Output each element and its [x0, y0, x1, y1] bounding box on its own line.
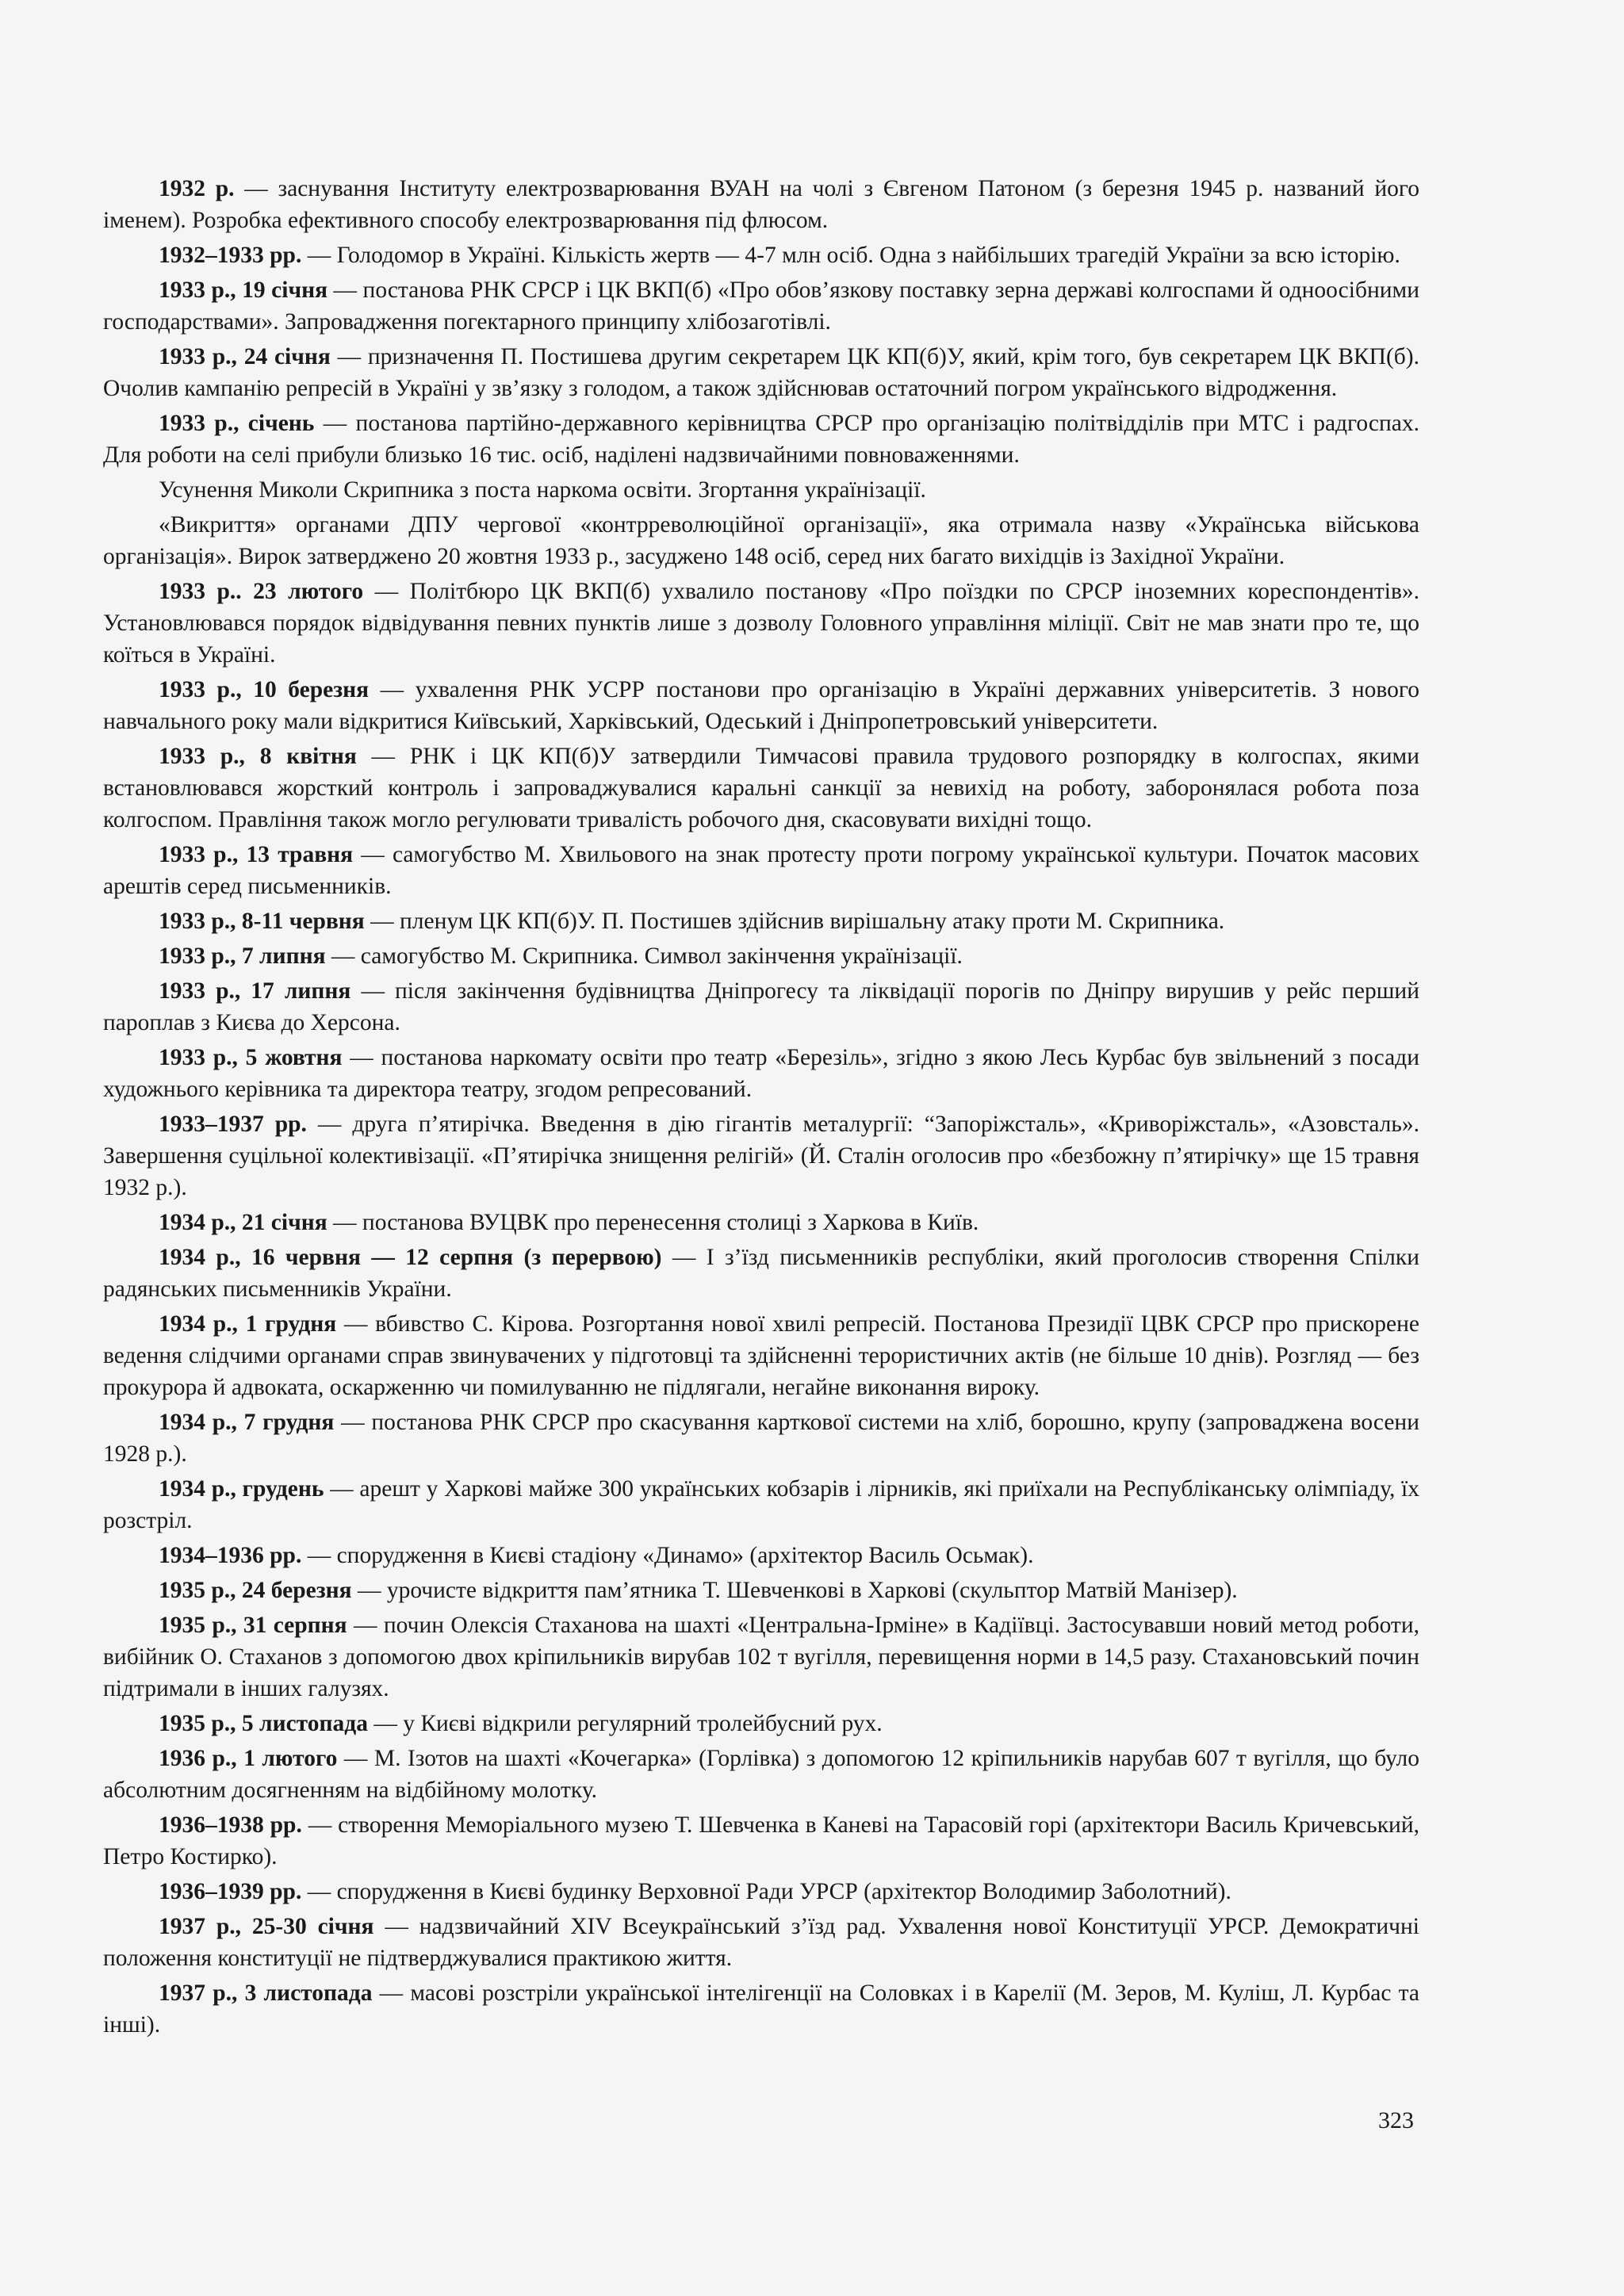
entry-date: 1932–1933 рр.	[159, 243, 302, 268]
entry-date: 1934 р., 16 червня — 12 серпня (з перервою)	[159, 1245, 662, 1270]
entry-date: 1934–1936 рр.	[159, 1543, 302, 1568]
entry-date: 1933 р.. 23 лютого	[159, 579, 364, 604]
entry-text: — почин Олексія Стаханова на шахті «Центральна-Ірміне» в Кадіївці. Застосувавши новий метод роботи, вибійник О. Стаханов з допомогою двох кріпильників вирубав 102 т вугілля, перевищення норми в 14,5 разу. Стахановський почин підтримали в інших галузях.	[103, 1613, 1419, 1701]
entry-text: — створення Меморіального музею Т. Шевченка в Каневі на Тарасовій горі (архітектори Василь Кричевський, Петро Костирко).	[103, 1812, 1419, 1869]
chronology-entry	[103, 509, 1419, 572]
chronology-entry	[103, 1207, 1419, 1238]
entry-date: 1934 р., 21 січня	[159, 1210, 327, 1235]
entry-text: — ухвалення РНК УСРР постанови про організацію в Україні державних університетів. З нового навчального року мали відкритися Київський, Харківський, Одеський і Дніпропетровський університети.	[103, 677, 1419, 734]
chronology-entry	[103, 1042, 1419, 1105]
entry-text: — спорудження в Києві будинку Верховної Ради УРСР (архітектор Володимир Заболотний).	[301, 1879, 1231, 1904]
entry-text: — самогубство М. Хвильового на знак протесту проти погрому української культури. Початок масових арештів серед письменників.	[103, 842, 1419, 899]
entry-date: 1936–1939 рр.	[159, 1879, 302, 1904]
entry-text: — постанова ВУЦВК про перенесення столиці з Харкова в Київ.	[327, 1210, 979, 1235]
chronology-entry	[103, 576, 1419, 671]
entry-date: 1936 р., 1 лютого	[159, 1746, 338, 1771]
entry-text: — друга п’ятирічка. Введення в дію гігантів металургії: “Запоріжсталь», «Криворіжсталь», «Азовсталь». Завершення суцільної колективізації. «П’ятирічка знищення релігій» (Й. Сталін оголосив про «безбожну п’ятирічку» ще 15 травня 1932 р.).	[103, 1112, 1419, 1200]
entry-date: 1933 р., 13 травня	[159, 842, 354, 867]
entry-text: — самогубство М. Скрипника. Символ закінчення українізації.	[325, 943, 963, 969]
chronology-entry	[103, 975, 1419, 1039]
chronology-entry	[103, 1308, 1419, 1403]
chronology-entry	[103, 1876, 1419, 1908]
chronology-entry	[103, 940, 1419, 972]
entry-date: 1933 р., 10 березня	[159, 677, 370, 702]
entry-date: 1936–1938 рр.	[159, 1812, 302, 1838]
page-number: 323	[1378, 2107, 1414, 2133]
entry-text: — масові розстріли української інтелігенції на Соловках і в Карелії (М. Зеров, М. Куліш, Л. Курбас та інші).	[103, 1980, 1419, 2038]
chronology-entry	[103, 408, 1419, 471]
entry-date: 1935 р., 5 листопада	[159, 1711, 368, 1736]
chronology-entry	[103, 1406, 1419, 1470]
chronology-entry	[103, 1575, 1419, 1606]
entry-text: — урочисте відкриття пам’ятника Т. Шевченкові в Харкові (скульптор Матвій Манізер).	[351, 1578, 1238, 1603]
chronology-entry	[103, 1743, 1419, 1806]
entry-date: 1933 р., 19 січня	[159, 277, 328, 303]
entry-date: 1937 р., 3 листопада	[159, 1980, 373, 2006]
entry-text: — у Києві відкрили регулярний тролейбусний рух.	[367, 1711, 883, 1736]
entry-date: 1934 р., грудень	[159, 1476, 324, 1502]
chronology-entry	[103, 474, 1419, 506]
chronology-entry	[103, 274, 1419, 338]
entry-text: — арешт у Харкові майже 300 українських кобзарів і лірників, які приїхали на Республіканську олімпіаду, їх розстріл.	[103, 1476, 1419, 1533]
chronology-entry	[103, 1473, 1419, 1536]
chronology-entry	[103, 839, 1419, 902]
entry-text: — І з’їзд письменників республіки, який проголосив створення Спілки радянських письменників України.	[103, 1245, 1419, 1302]
entry-date: 1933 р., 7 липня	[159, 943, 326, 969]
entry-text: — РНК і ЦК КП(б)У затвердили Тимчасові правила трудового розпорядку в колгоспах, якими встановлювався жорсткий контроль і запроваджувалися каральні санкції за невихід на роботу, заборонялася робота поза колгоспом. Правління також могло регулювати тривалість робочого дня, скасовувати вихідні тощо.	[103, 744, 1419, 832]
entry-text: — надзвичайний XIV Всеукраїнський з’їзд рад. Ухвалення нової Конституції УРСР. Демократичні положення конституції не підтверджувалися практикою життя.	[103, 1914, 1419, 1971]
entry-text: — призначення П. Постишева другим секретарем ЦК КП(б)У, який, крім того, був секретарем ЦК ВКП(б). Очолив кампанію репресій в Україні у зв’язку з голодом, а також здійснював остаточний погром українського відродження.	[103, 344, 1420, 401]
chronology-entry	[103, 905, 1419, 937]
entry-text: — постанова РНК СРСР про скасування карткової системи на хліб, борошно, крупу (запроваджена восени 1928 р.).	[103, 1410, 1419, 1467]
chronology-entry	[103, 1911, 1419, 1974]
chronology-entry	[103, 239, 1419, 271]
chronology-entry	[103, 740, 1419, 836]
entry-text: — спорудження в Києві стадіону «Динамо» (архітектор Василь Осьмак).	[301, 1543, 1034, 1568]
chronology-entry	[103, 341, 1419, 404]
entry-text: — Голодомор в Україні. Кількість жертв — 4-7 млн осіб. Одна з найбільших трагедій України за всю історію.	[301, 243, 1400, 268]
entry-date: 1937 р., 25-30 січня	[159, 1914, 374, 1939]
entry-date: 1933 р., 24 січня	[159, 344, 331, 369]
entry-date: 1933 р., січень	[159, 411, 315, 436]
chronology-entry	[103, 1708, 1419, 1739]
chronology-entry	[103, 1108, 1419, 1203]
chronology-entries	[103, 173, 1419, 2041]
entry-date: 1933–1937 рр.	[159, 1112, 307, 1137]
entry-date: 1933 р., 17 липня	[159, 978, 351, 1004]
entry-text: — після закінчення будівництва Дніпрогесу та ліквідації порогів по Дніпру вирушив у рейс перший пароплав з Києва до Херсона.	[103, 978, 1419, 1035]
entry-text: — постанова РНК СРСР і ЦК ВКП(б) «Про обов’язкову поставку зерна державі колгоспами й одноосібними господарствами». Запровадження погектарного принципу хлібозаготівлі.	[103, 277, 1419, 335]
entry-text: — М. Ізотов на шахті «Кочегарка» (Горлівка) з допомогою 12 кріпильників нарубав 607 т вугілля, що було абсолютним досягненням на відбійному молотку.	[103, 1746, 1419, 1803]
chronology-entry	[103, 1540, 1419, 1571]
entry-date: 1935 р., 31 серпня	[159, 1613, 347, 1638]
entry-date: 1933 р., 8-11 червня	[159, 909, 365, 934]
chronology-entry	[103, 173, 1419, 236]
entry-date: 1933 р., 5 жовтня	[159, 1045, 343, 1070]
entry-text: — постанова партійно-державного керівництва СРСР про організацію політвідділів при МТС і радгоспах. Для роботи на селі прибули близько 16 тис. осіб, наділені надзвичайними повноваженнями.	[103, 411, 1419, 468]
entry-text: — заснування Інституту електрозварювання ВУАН на чолі з Євгеном Патоном (з березня 1945 р. названий його іменем). Розробка ефективного способу електрозварювання під флюсом.	[103, 176, 1419, 233]
chronology-entry	[103, 1809, 1419, 1873]
chronology-entry	[103, 1609, 1419, 1705]
entry-text: — постанова наркомату освіти про театр «Березіль», згідно з якою Лесь Курбас був звільнений з посади художнього керівника та директора театру, згодом репресований.	[103, 1045, 1419, 1102]
entry-date: 1932 р.	[159, 176, 235, 201]
chronology-entry	[103, 1977, 1419, 2041]
entry-text: — пленум ЦК КП(б)У. П. Постишев здійснив вирішальну атаку проти М. Скрипника.	[364, 909, 1225, 934]
entry-text: Усунення Миколи Скрипника з поста наркома освіти. Згортання українізації.	[159, 477, 926, 503]
chronology-entry	[103, 674, 1419, 737]
entry-text: — Політбюро ЦК ВКП(б) ухвалило постанову «Про поїздки по СРСР іноземних кореспондентів». Установлювався порядок відвідування певних пунктів лише з дозволу Головного управління міліції. Світ не мав знати про те, що коїться в Україні.	[103, 579, 1419, 668]
entry-date: 1933 р., 8 квітня	[159, 744, 357, 769]
chronology-entry	[103, 1242, 1419, 1305]
entry-date: 1934 р., 1 грудня	[159, 1311, 337, 1337]
entry-text: — вбивство С. Кірова. Розгортання нової хвилі репресій. Постанова Президії ЦВК СРСР про прискорене ведення слідчими органами справ звинувачених у підготовці та здійсненні терористичних актів (не більше 10 днів). Розгляд — без прокурора й адвоката, оскарженню чи помилуванню не підлягали, негайне виконання вироку.	[103, 1311, 1419, 1400]
entry-date: 1934 р., 7 грудня	[159, 1410, 335, 1435]
entry-date: 1935 р., 24 березня	[159, 1578, 352, 1603]
entry-text: «Викриття» органами ДПУ чергової «контрреволюційної організації», яка отримала назву «Українська військова організація». Вирок затверджено 20 жовтня 1933 р., засуджено 148 осіб, серед них багато вихідців із Західної України.	[103, 512, 1419, 569]
